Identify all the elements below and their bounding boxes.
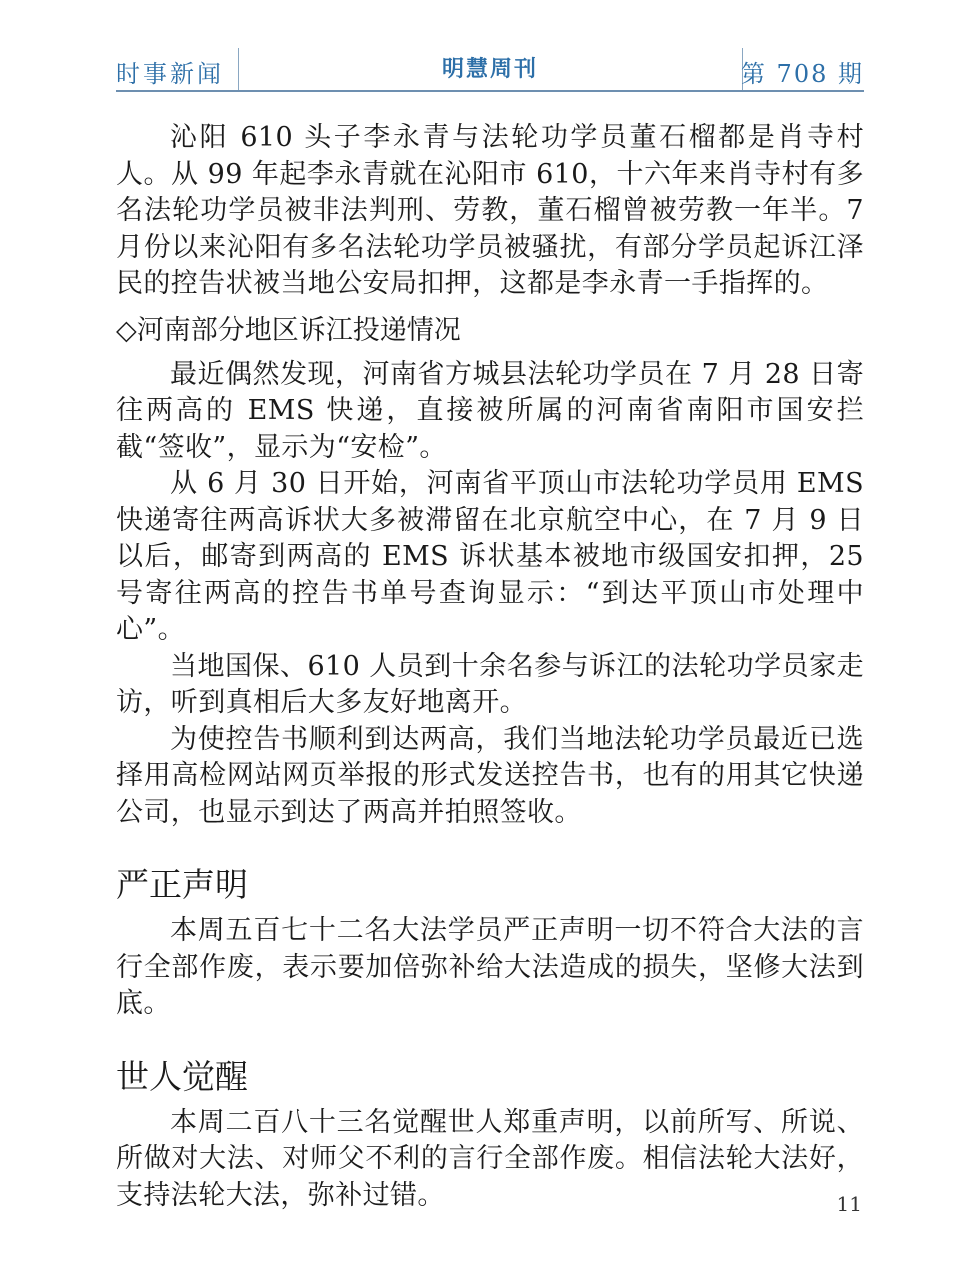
paragraph: 从 6 月 30 日开始，河南省平顶山市法轮功学员用 EMS 快递寄往两高诉状大多被滞留在北京航空中心，在 7 月 9 日以后，邮寄到两高的 EMS 诉状基本被地市级国安扣押，25 号寄往两高的控告书单号查询显示：“到达平顶山市处理中心”。: [116, 468, 864, 645]
statement-heading: 严正声明: [116, 865, 248, 904]
page-number: 11: [836, 1192, 862, 1216]
header-rule: [116, 90, 864, 92]
header-journal-title: 明慧周刊: [441, 57, 538, 82]
paragraph: 为使控告书顺利到达两高，我们当地法轮功学员最近已选择用高检网站网页举报的形式发送控告书，也有的用其它快递公司，也显示到达了两高并拍照签收。: [116, 723, 864, 828]
header-issue-number: 第 708 期: [740, 60, 864, 88]
page-header: [116, 48, 864, 92]
paragraph: 沁阳 610 头子李永青与法轮功学员董石榴都是肖寺村人。从 99 年起李永青就在沁阳市 610，十六年来肖寺村有多名法轮功学员被非法判刑、劳教，董石榴曾被劳教一年半。7 月份以来沁阳有多名法轮功学员被骚扰，有部分学员起诉江泽民的控告状被当地公安局扣押，这都是李永青一手指挥的。: [116, 122, 864, 299]
header-section-label: 时事新闻: [116, 60, 224, 88]
paragraph: 当地国保、610 人员到十余名参与诉江的法轮功学员家走访，听到真相后大多友好地离开。: [116, 650, 864, 718]
awakening-heading: 世人觉醒: [116, 1056, 248, 1096]
subsection-heading: ◇河南部分地区诉江投递情况: [116, 314, 461, 346]
paragraph: 最近偶然发现，河南省方城县法轮功学员在 7 月 28 日寄往两高的 EMS 快递，直接被所属的河南省南阳市国安拦截“签收”，显示为“安检”。: [116, 358, 864, 463]
awakening-paragraph: 本周二百八十三名觉醒世人郑重声明，以前所写、所说、所做对大法、对师父不利的言行全部作废。相信法轮大法好，支持法轮大法，弥补过错。: [116, 1106, 864, 1211]
statement-paragraph: 本周五百七十二名大法学员严正声明一切不符合大法的言行全部作废，表示要加倍弥补给大法造成的损失，坚修大法到底。: [116, 915, 864, 1019]
article-body: [116, 120, 864, 1214]
